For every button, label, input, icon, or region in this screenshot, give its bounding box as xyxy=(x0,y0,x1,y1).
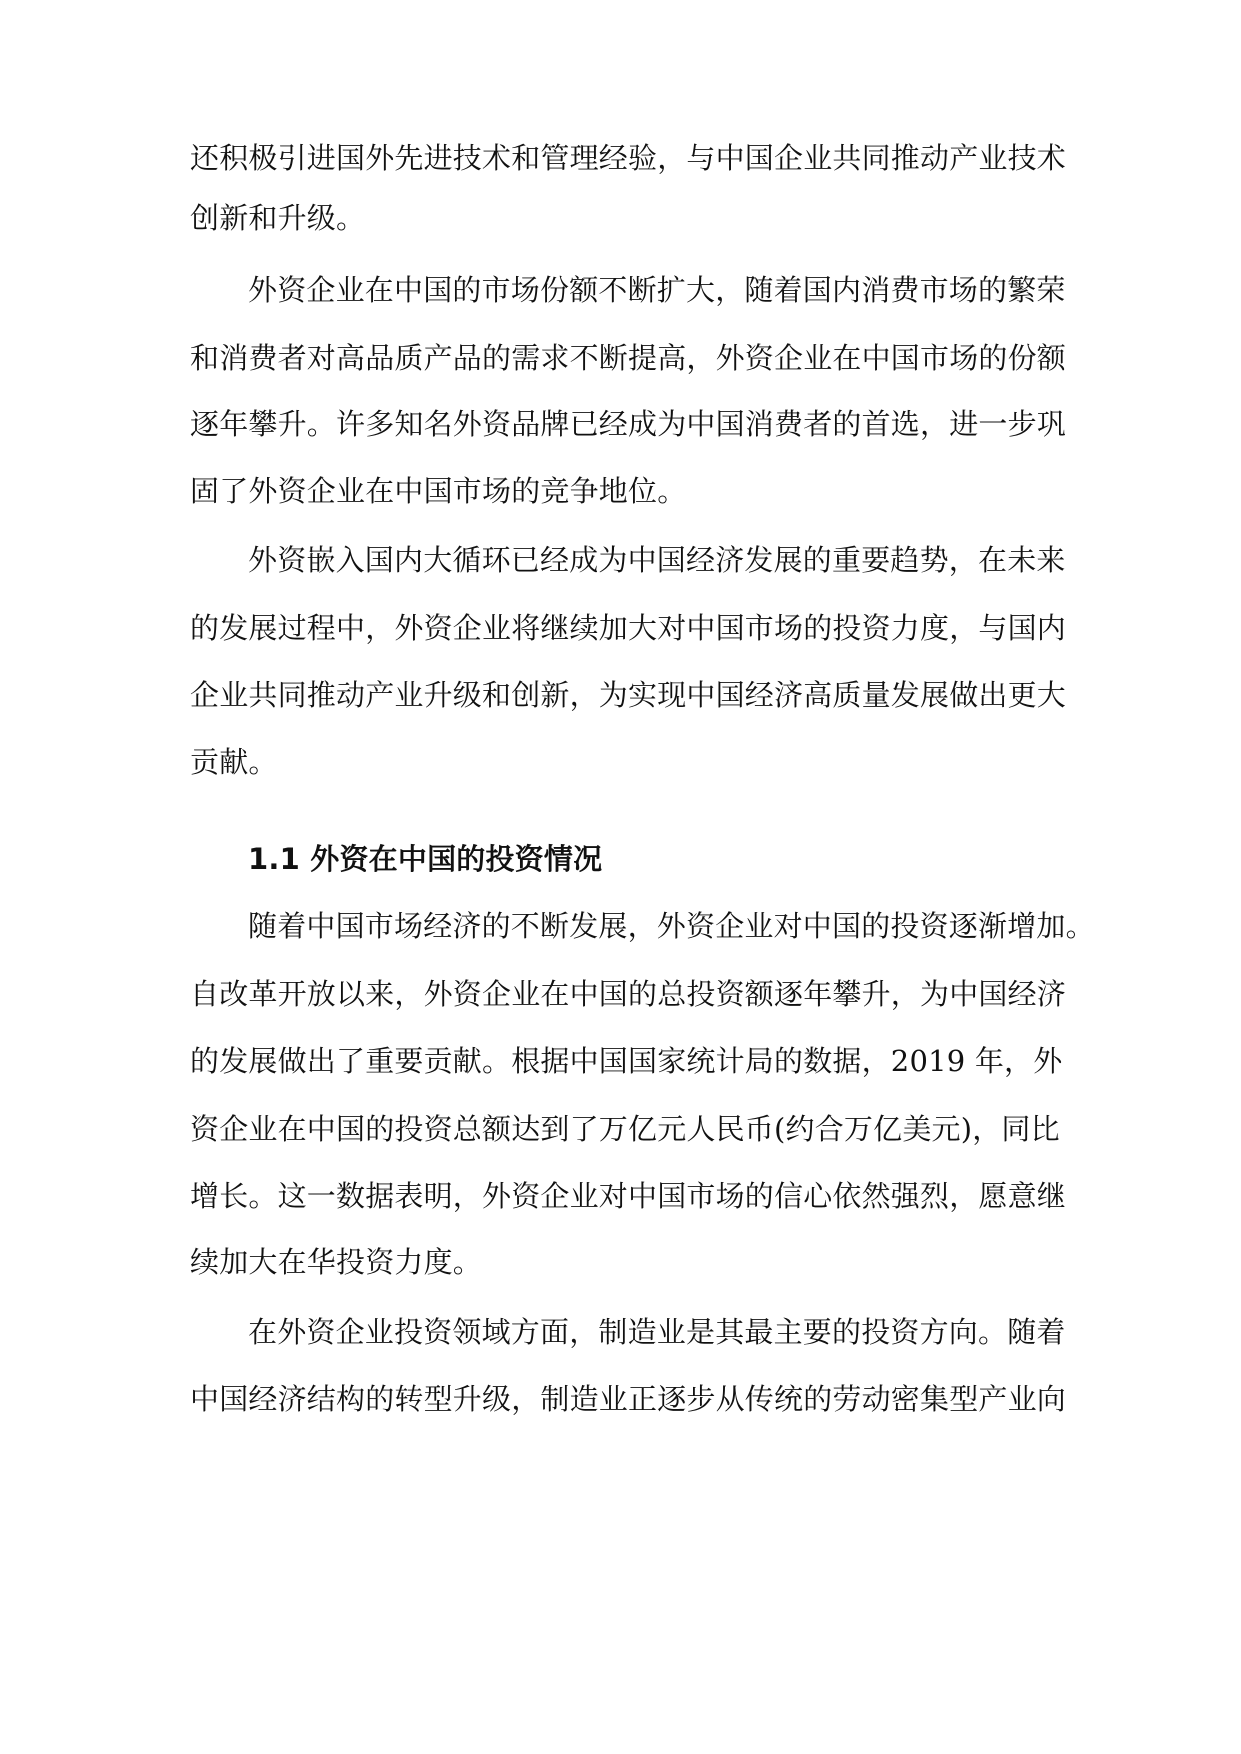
paragraph-line: 企业共同推动产业升级和创新，为实现中国经济高质量发展做出更大 xyxy=(190,678,1067,712)
paragraph-line: 增长。这一数据表明，外资企业对中国市场的信心依然强烈，愿意继 xyxy=(190,1179,1067,1213)
paragraph-line: 的发展过程中，外资企业将继续加大对中国市场的投资力度，与国内 xyxy=(190,611,1067,645)
paragraph-line: 的发展做出了重要贡献。根据中国国家统计局的数据，2019 年，外 xyxy=(190,1044,1063,1078)
paragraph-line: 中国经济结构的转型升级，制造业正逐步从传统的劳动密集型产业向 xyxy=(190,1382,1067,1416)
paragraph-line: 外资企业在中国的市场份额不断扩大，随着国内消费市场的繁荣 xyxy=(248,273,1066,307)
section-heading: 1.1 外资在中国的投资情况 xyxy=(248,842,603,876)
paragraph-line: 续加大在华投资力度。 xyxy=(190,1245,483,1279)
paragraph-line: 和消费者对高品质产品的需求不断提高，外资企业在中国市场的份额 xyxy=(190,341,1067,375)
paragraph-line: 自改革开放以来，外资企业在中国的总投资额逐年攀升，为中国经济 xyxy=(190,977,1067,1011)
paragraph-line: 外资嵌入国内大循环已经成为中国经济发展的重要趋势，在未来 xyxy=(248,543,1066,577)
paragraph-line: 随着中国市场经济的不断发展，外资企业对中国的投资逐渐增加。 xyxy=(248,909,1095,943)
paragraph-line: 在外资企业投资领域方面，制造业是其最主要的投资方向。随着 xyxy=(248,1315,1066,1349)
paragraph-line: 逐年攀升。许多知名外资品牌已经成为中国消费者的首选，进一步巩 xyxy=(190,407,1067,441)
paragraph-line: 贡献。 xyxy=(190,745,278,779)
paragraph-line: 创新和升级。 xyxy=(190,201,366,235)
paragraph-line: 固了外资企业在中国市场的竞争地位。 xyxy=(190,474,687,508)
paragraph-line: 资企业在中国的投资总额达到了万亿元人民币(约合万亿美元)，同比 xyxy=(190,1112,1060,1146)
paragraph-line: 还积极引进国外先进技术和管理经验，与中国企业共同推动产业技术 xyxy=(190,141,1067,175)
